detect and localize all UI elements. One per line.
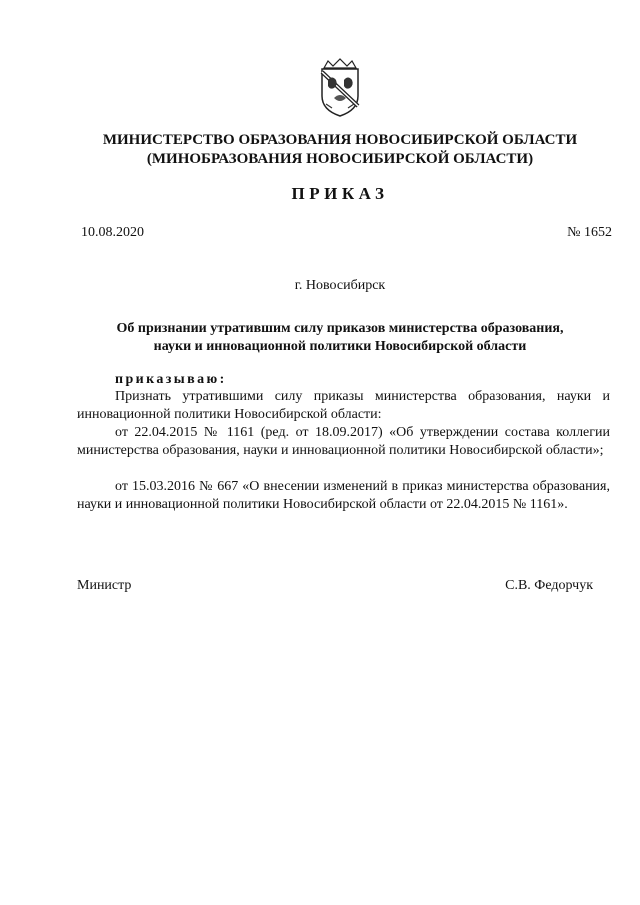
ministry-name: МИНИСТЕРСТВО ОБРАЗОВАНИЯ НОВОСИБИРСКОЙ ОБЛАСТИ xyxy=(102,132,578,148)
novosibirsk-coat-of-arms-icon xyxy=(316,58,364,118)
document-subject-line1: Об признании утратившим силу приказов министерства образования, xyxy=(116,321,564,336)
order-paragraph: от 22.04.2015 № 1161 (ред. от 18.09.2017) «Об утверждении состава коллегии министерства образования, науки и инновационной политики Новосибирской области»; xyxy=(77,425,610,458)
document-number: № 1652 xyxy=(567,225,612,240)
document-subject-line2: науки и инновационной политики Новосибирской области xyxy=(153,339,527,354)
document-type-title: ПРИКАЗ xyxy=(291,184,389,203)
document-city: г. Новосибирск xyxy=(294,278,386,293)
order-paragraph: от 15.03.2016 № 667 «О внесении изменений в приказ министерства образования, науки и инновационной политики Новосибирской области от 22.04.2015 № 1161». xyxy=(77,479,610,512)
order-paragraph: Признать утратившими силу приказы министерства образования, науки и инновационной политики Новосибирской области: xyxy=(77,389,610,422)
signer-name: С.В. Федорчук xyxy=(505,578,593,593)
document-date: 10.08.2020 xyxy=(81,225,144,240)
ministry-short-name: (МИНОБРАЗОВАНИЯ НОВОСИБИРСКОЙ ОБЛАСТИ) xyxy=(146,151,534,167)
signer-role: Министр xyxy=(77,578,132,593)
order-word: приказываю: xyxy=(115,372,227,387)
